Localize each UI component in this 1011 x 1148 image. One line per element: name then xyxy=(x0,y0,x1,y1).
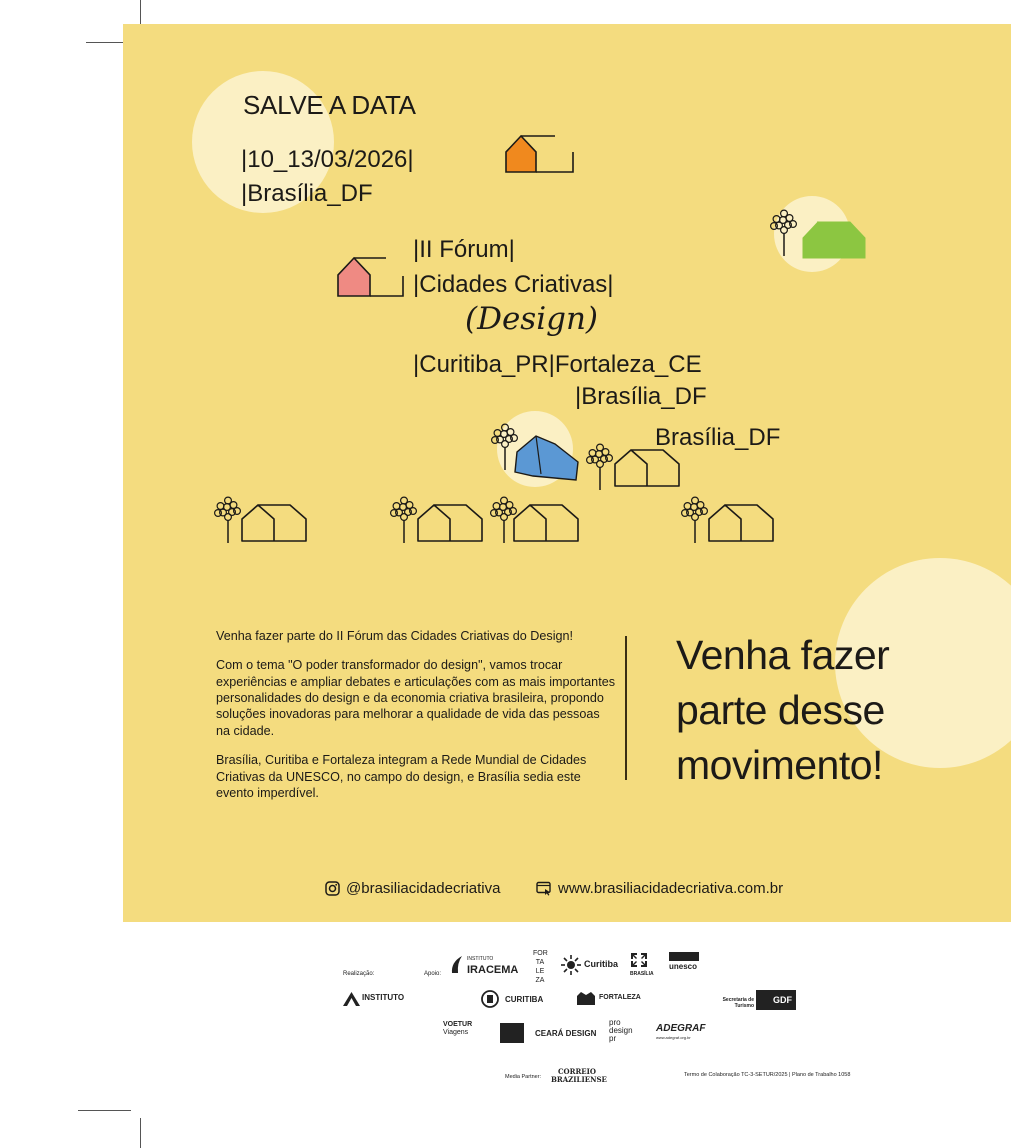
voetur-text: VOETUR xyxy=(443,1021,473,1028)
acdf-icon xyxy=(343,992,360,1006)
house-outline-icon xyxy=(418,505,482,541)
pro-design-logo: pro design pr xyxy=(609,1018,633,1043)
curitiba-prefeitura-text: CURITIBA xyxy=(505,995,544,1004)
tree-icon xyxy=(491,497,517,543)
brasilia-arrows-icon xyxy=(630,952,648,968)
curitiba-city-name: Curitiba xyxy=(584,959,619,969)
website-url: www.brasiliacidadecriativa.com.br xyxy=(558,880,784,897)
adegraf-text: ADEGRAF xyxy=(656,1023,706,1034)
curitiba-crest-icon xyxy=(481,990,499,1008)
instituto-acdf-text: INSTITUTO xyxy=(362,993,405,1002)
abd-logo xyxy=(500,1023,524,1043)
sponsor-logos xyxy=(0,922,1011,1148)
body-paragraph-2: Com o tema "O poder transformador do design", vamos trocar experiências e ampliar debates e articulações com as mais importantes personalidades do design e da economia criativa brasileira, propondo soluções inovadoras para melhorar a qualidade de vida das pessoas na cidade. xyxy=(216,658,615,738)
iracema-small: INSTITUTO xyxy=(467,956,494,962)
gdf-logo xyxy=(756,990,796,1010)
ceara-design-logo: CEARÁ DESIGN xyxy=(535,1029,597,1038)
legal-text: Termo de Colaboração TC-3-SETUR/2025 | Plano de Trabalho 1058 xyxy=(684,1072,851,1078)
instagram-handle: @brasiliacidadecriativa xyxy=(346,880,501,897)
tree-icon xyxy=(391,497,417,543)
house-outline-icon xyxy=(709,505,773,541)
realizacao-label: Realização: xyxy=(343,971,375,977)
house-outline-icon xyxy=(242,505,306,541)
fortaleza-crest-icon xyxy=(576,990,596,1006)
green-house-icon xyxy=(803,222,865,258)
slogan xyxy=(676,628,889,793)
event-location: |Brasília_DF xyxy=(241,180,373,207)
title-line-1: |II Fórum| xyxy=(413,236,515,263)
body-paragraph-3: Brasília, Curitiba e Fortaleza integram a Rede Mundial de Cidades Criativas da UNESCO, no campo do design, e Brasília sedia este evento imperdível. xyxy=(216,753,587,800)
gdf-text: GDF xyxy=(773,995,792,1005)
house-outline-icon xyxy=(615,450,679,486)
instagram-contact[interactable] xyxy=(325,880,500,897)
house-outline-icon xyxy=(514,505,578,541)
slogan-line-1: Venha fazer xyxy=(676,632,890,678)
iracema-icon xyxy=(449,954,465,974)
body-paragraph-1: Venha fazer parte do II Fórum das Cidades Criativas do Design! xyxy=(216,629,574,643)
website-icon xyxy=(536,881,552,896)
slogan-line-3: movimento! xyxy=(676,741,883,788)
adegraf-url: www.adegraf.org.br xyxy=(656,1035,691,1040)
unesco-text: unesco xyxy=(669,962,698,971)
title-line-2: |Cidades Criativas| xyxy=(413,271,614,298)
cities-line-3: Brasília_DF xyxy=(655,424,781,451)
unesco-temple-icon xyxy=(669,952,699,961)
media-partner-label: Media Partner: xyxy=(505,1074,542,1080)
cities-line-2: |Brasília_DF xyxy=(575,383,707,410)
unesco-logo xyxy=(669,952,699,972)
tree-icon xyxy=(215,497,241,543)
orange-house-icon xyxy=(506,136,573,172)
tree-icon xyxy=(587,444,613,490)
pink-house-icon xyxy=(338,258,403,296)
title-line-3: (Design) xyxy=(465,301,599,337)
instagram-icon xyxy=(325,881,340,896)
website-contact[interactable] xyxy=(536,880,783,897)
cities-line-1: |Curitiba_PR|Fortaleza_CE xyxy=(413,351,702,378)
apoio-label: Apoio: xyxy=(424,971,442,977)
viagens-text: Viagens xyxy=(443,1029,469,1036)
fortaleza-stack-logo: FOR TA LE ZA xyxy=(533,950,548,984)
secretaria-turismo-text: Secretaria de Turismo xyxy=(722,997,754,1009)
iracema-name: IRACEMA xyxy=(467,964,519,976)
poster xyxy=(123,24,1011,922)
correio-logo: CORREIO BRAZILIENSE xyxy=(551,1067,607,1084)
curitiba-sun-icon xyxy=(560,954,582,976)
brasilia-logo-text: BRASÍLIA xyxy=(630,971,654,977)
save-date-heading: SALVE A DATA xyxy=(243,90,416,120)
tree-icon xyxy=(682,497,708,543)
divider xyxy=(625,636,627,780)
slogan-line-2: parte desse xyxy=(676,686,885,733)
body-text xyxy=(216,628,616,814)
event-date: |10_13/03/2026| xyxy=(241,146,414,173)
fortaleza-prefeitura-text: FORTALEZA xyxy=(599,994,641,1001)
